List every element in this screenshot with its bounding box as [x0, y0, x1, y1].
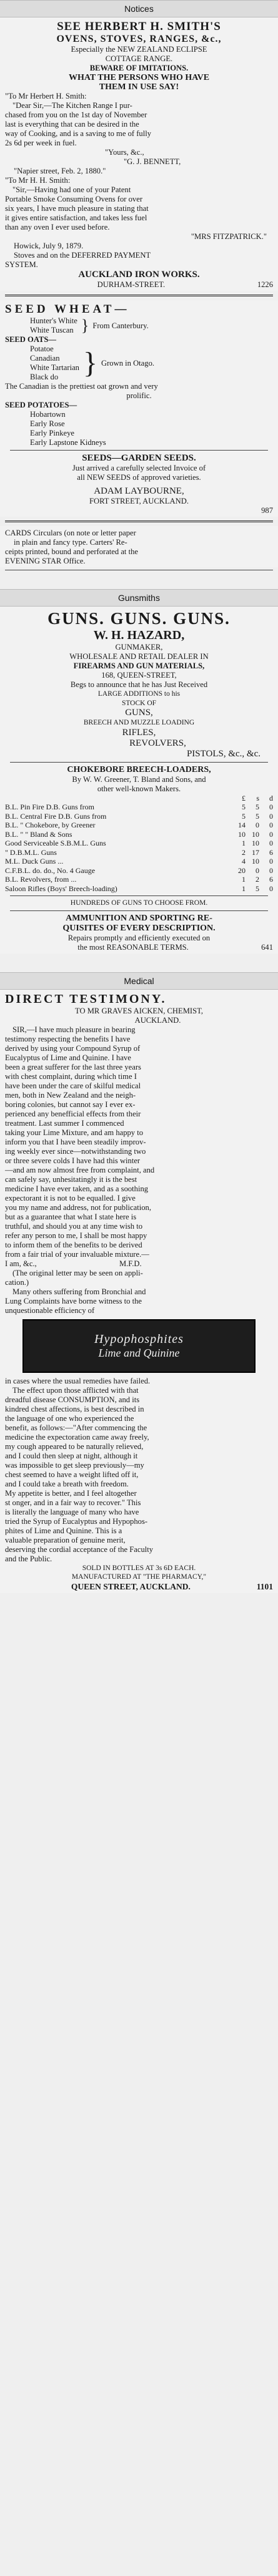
- product-logo: [22, 1319, 256, 1373]
- price-row: [5, 839, 273, 848]
- med-line: boring colonies, but cannot say I ever ex-: [5, 1100, 136, 1109]
- price-value: 20: [238, 866, 246, 875]
- hazard-line: STOCK OF: [121, 699, 157, 707]
- seed-heading: SEED POTATOES—: [5, 401, 77, 409]
- smith-line: SYSTEM.: [5, 260, 38, 269]
- price-value: 5: [256, 811, 259, 821]
- price-value: 0: [269, 866, 273, 875]
- seed-heading: SEED OATS—: [5, 335, 57, 344]
- hazard-line: Begs to announce that he has Just Received: [70, 680, 208, 689]
- smith-line: BEWARE OF IMITATIONS.: [89, 64, 189, 72]
- seed-line: Grown in Otago.: [101, 358, 155, 368]
- price-row: [5, 848, 273, 857]
- price-item: B.L. Revolvers, from ...: [5, 875, 77, 884]
- price-item: B.L. Central Fire D.B. Guns from: [5, 811, 107, 821]
- hazard-heading: QUISITES OF EVERY DESCRIPTION.: [62, 923, 216, 933]
- med-line: unquestionable efficiency of: [5, 1305, 95, 1315]
- med-line: AUCKLAND.: [134, 1015, 181, 1025]
- cards-line: ceipts printed, bound and perforated at the: [5, 547, 138, 556]
- med-line: been a great sufferer for the last three years: [5, 1062, 141, 1071]
- med-line: to inform them of the benefits to be derived: [5, 1240, 142, 1249]
- divider: [5, 520, 273, 522]
- price-value: 0: [269, 803, 273, 812]
- med-line: taking your Lime Mixture, and am happy to: [5, 1128, 144, 1137]
- seed-address: FORT STREET, AUCKLAND.: [89, 497, 189, 505]
- hazard-line: Repairs promptly and efficiently executed on: [67, 933, 211, 942]
- gunsmiths-header: Gunsmiths: [0, 589, 278, 607]
- price-head: s: [256, 793, 259, 803]
- medical-header: Medical: [0, 972, 278, 990]
- med-line: was impossible to get sleep previously—my: [5, 1460, 144, 1470]
- med-line: phites of Lime and Quinine. This is a: [5, 1526, 122, 1535]
- smith-company: AUCKLAND IRON WORKS.: [78, 270, 200, 280]
- price-value: 0: [269, 821, 273, 830]
- hazard-name: W. H. HAZARD,: [93, 628, 185, 642]
- divider: [10, 895, 268, 896]
- smith-line: "G. J. BENNETT,: [124, 157, 181, 166]
- price-item: B.L. " Chokebore, by Greener: [5, 821, 96, 830]
- smith-line: COTTAGE RANGE.: [105, 54, 173, 63]
- med-line: SIR,—I have much pleasure in bearing: [12, 1025, 136, 1034]
- seed-line: White Tuscan: [30, 326, 74, 334]
- med-line: cation.): [5, 1277, 29, 1287]
- med-line: (The original letter may be seen on appli-: [12, 1268, 143, 1277]
- med-line: and I could then sleep at night, although it: [5, 1451, 138, 1460]
- price-value: 6: [269, 875, 273, 884]
- price-value: 5: [256, 884, 259, 893]
- smith-line: "To Mr Herbert H. Smith:: [5, 92, 87, 100]
- med-address-row: [5, 1582, 273, 1592]
- hazard-terms-row: [5, 943, 273, 952]
- price-table: [5, 794, 273, 894]
- price-value: 2: [256, 875, 259, 884]
- med-line: SOLD IN BOTTLES AT 3s 6D EACH.: [82, 1564, 196, 1572]
- price-value: 14: [238, 821, 246, 830]
- price-value: 5: [242, 803, 246, 812]
- med-address: QUEEN STREET, AUCKLAND.: [71, 1582, 191, 1592]
- med-line: in cases where the usual remedies have failed.: [5, 1376, 151, 1385]
- aicken-advert: [0, 990, 278, 1593]
- price-item: Saloon Rifles (Boys' Breech-loading): [5, 884, 117, 893]
- advert-number: 987: [261, 506, 273, 515]
- smith-line: Portable Smoke Consuming Ovens for over: [5, 195, 143, 203]
- seed-line: Hobartown: [30, 410, 66, 419]
- med-line: or three severe colds I have had this winter: [5, 1156, 141, 1165]
- price-value: 4: [242, 857, 246, 866]
- med-line: ing weekly ever since—notwithstanding two: [5, 1146, 146, 1156]
- price-value: 0: [269, 811, 273, 821]
- med-line: benefit, as follows:—"After commencing the: [5, 1423, 147, 1432]
- cards-line: EVENING STAR Office.: [5, 557, 86, 565]
- smith-heading: THEM IN USE SAY!: [99, 82, 179, 92]
- price-value: 10: [238, 829, 246, 839]
- med-line: Eucalyptus of Lime and Quinine. I have: [5, 1053, 131, 1062]
- med-line: valuable preparation of genuine merit,: [5, 1535, 126, 1544]
- hazard-line: REVOLVERS,: [129, 738, 186, 748]
- smith-subtitle: OVENS, STOVES, RANGES, &c.,: [56, 34, 222, 44]
- hazard-line: HUNDREDS OF GUNS TO CHOOSE FROM.: [70, 899, 208, 907]
- price-item: Good Serviceable S.B.M.L. Guns: [5, 839, 106, 848]
- price-item: B.L. Pin Fire D.B. Guns from: [5, 803, 95, 812]
- med-line: is literally the language of many who have: [5, 1507, 139, 1516]
- smith-line: Howick, July 9, 1879.: [14, 242, 84, 250]
- hazard-advert: [0, 607, 278, 954]
- med-line: have been under the care of skilful medical: [5, 1081, 141, 1090]
- logo-line: Hypophosphites: [94, 1332, 184, 1346]
- smith-line: it gives entire satisfaction, and takes less fuel: [5, 213, 147, 222]
- divider: [10, 910, 268, 911]
- med-line: derived by using your Compound Syrup of: [5, 1043, 141, 1053]
- price-head: £: [242, 793, 246, 803]
- hazard-line: PISTOLS, &c., &c.: [186, 748, 261, 759]
- smith-title: SEE HERBERT H. SMITH'S: [57, 20, 221, 33]
- med-line: truthful, and should you at any time wish to: [5, 1221, 143, 1231]
- price-item: M.L. Duck Guns ...: [5, 857, 64, 866]
- seed-line: White Tartarian: [30, 363, 79, 372]
- med-line: refer any person to me, I shall be most happy: [5, 1231, 147, 1240]
- brace-icon: }: [81, 316, 89, 334]
- price-value: 5: [242, 811, 246, 821]
- med-line: deserving the cordial acceptance of the Faculty: [5, 1544, 154, 1554]
- price-row: [5, 821, 273, 830]
- cards-line: in plain and fancy type. Carters' Re-: [14, 538, 127, 547]
- price-value: 2: [242, 847, 246, 857]
- med-line: Lung Complaints have borne witness to the: [5, 1296, 142, 1305]
- smith-line: than any oven I ever used before.: [5, 223, 110, 232]
- price-value: 6: [269, 847, 273, 857]
- hazard-line: 168, QUEEN-STREET,: [101, 671, 177, 680]
- med-line: My appetite is better, and I feel altogether: [5, 1488, 137, 1498]
- med-line: dreadful disease CONSUMPTION, and its: [5, 1395, 140, 1404]
- seed-line: Early Pinkeye: [30, 429, 74, 437]
- price-value: 1: [242, 875, 246, 884]
- price-value: 0: [269, 829, 273, 839]
- smith-address-row: [5, 280, 273, 290]
- seed-line: Early Rose: [30, 419, 65, 428]
- price-value: 1: [242, 884, 246, 893]
- cards-line: CARDS Circulars (on note or letter paper: [5, 529, 136, 537]
- med-line: from a fair trial of your invaluable mixture.—: [5, 1249, 149, 1259]
- med-line: MANUFACTURED AT "THE PHARMACY,": [71, 1573, 207, 1581]
- advert-number: 1226: [257, 280, 273, 289]
- brace-icon: }: [82, 346, 98, 379]
- price-item: " D.B.M.L. Guns: [5, 847, 57, 857]
- seed-line: Early Lapstone Kidneys: [30, 438, 106, 447]
- med-line: medicine I have ever taken, and as a soothing: [5, 1184, 149, 1193]
- seed-line: Canadian: [30, 354, 60, 363]
- price-head: d: [269, 793, 273, 803]
- price-row: [5, 866, 273, 876]
- hazard-line: the most REASONABLE TERMS.: [77, 942, 189, 952]
- price-value: 5: [256, 803, 259, 812]
- med-line: perienced any benefficial effects from their: [5, 1109, 141, 1118]
- hazard-trade: GUNMAKER,: [115, 643, 163, 651]
- price-row: [5, 875, 273, 884]
- med-line: and the Public.: [5, 1554, 52, 1563]
- med-line: medicine the expectoration came away freely,: [5, 1432, 149, 1442]
- med-line: TO MR GRAVES AICKEN, CHEMIST,: [74, 1006, 204, 1015]
- med-line: Many others suffering from Bronchial and: [12, 1287, 146, 1296]
- med-line: and I could take a breath with freedom.: [5, 1479, 129, 1488]
- testimony-body-2: [5, 1377, 273, 1564]
- advert-number: 1101: [256, 1582, 273, 1592]
- divider: [5, 295, 273, 296]
- testimony-title: DIRECT TESTIMONY.: [5, 992, 167, 1006]
- seed-oats-group: [5, 344, 273, 382]
- seed-line: all NEW SEEDS of approved varieties.: [77, 473, 201, 482]
- price-value: 0: [269, 884, 273, 893]
- med-line: but as a guarantee that what I state here is: [5, 1212, 137, 1221]
- seed-line: prolific.: [126, 391, 152, 400]
- hazard-line: WHOLESALE AND RETAIL DEALER IN: [69, 652, 209, 661]
- price-value: 1: [242, 839, 246, 848]
- price-value: 17: [252, 847, 259, 857]
- seed-line: Black do: [30, 373, 59, 381]
- divider: [10, 762, 268, 763]
- price-item: C.F.B.L. do. do., No. 4 Gauge: [5, 866, 96, 875]
- hazard-line: BREECH AND MUZZLE LOADING: [83, 719, 195, 727]
- med-line: chest seemed to have a weight lifted off it,: [5, 1470, 139, 1479]
- smith-line: Especially the NEW ZEALAND ECLIPSE: [71, 45, 207, 54]
- divider: [10, 450, 268, 451]
- hazard-line: other well-known Makers.: [97, 784, 181, 793]
- seed-wheat-group: [5, 316, 273, 335]
- seed-line: Potatoe: [30, 344, 54, 353]
- seed-merchant: ADAM LAYBOURNE,: [94, 486, 184, 496]
- price-value: 0: [256, 821, 259, 830]
- advert-number: 641: [261, 942, 273, 952]
- med-line: st onger, and in a fair way to recover." This: [5, 1498, 141, 1507]
- med-line: —and am now almost free from complaint, and: [5, 1165, 155, 1174]
- smith-line: "Yours, &c.,: [105, 148, 144, 157]
- hazard-line: LARGE ADDITIONS to his: [97, 690, 181, 698]
- smith-address: DURHAM-STREET.: [97, 280, 166, 289]
- seed-title: SEED WHEAT—: [5, 303, 130, 316]
- med-line: kindred chest affections, is best described in: [5, 1404, 144, 1413]
- smith-line: "To Mr H. H. Smith:: [5, 176, 71, 185]
- logo-line: Lime and Quinine: [98, 1346, 180, 1359]
- med-line: the language of one who experienced the: [5, 1413, 134, 1423]
- med-line: The effect upon those afflicted with that: [12, 1385, 139, 1395]
- smith-line: "Sir,—Having had one of your Patent: [12, 185, 131, 194]
- price-value: 0: [256, 866, 259, 875]
- hazard-line: RIFLES,: [122, 727, 156, 738]
- med-line: can safely say, unhesitatingly it is the best: [5, 1174, 137, 1184]
- med-line: men, both in New Zealand and the neigh-: [5, 1090, 136, 1100]
- price-value: 10: [252, 857, 259, 866]
- hazard-line: FIREARMS AND GUN MATERIALS,: [73, 661, 205, 670]
- price-row: [5, 812, 273, 821]
- med-line: treatment. Last summer I commenced: [5, 1118, 124, 1128]
- notices-header: Notices: [0, 0, 278, 17]
- smith-line: six years, I have much pleasure in stating that: [5, 204, 149, 213]
- med-line: expectorant it is not to be equalled. I give: [5, 1193, 136, 1203]
- seed-advert: [0, 300, 278, 517]
- hazard-line: By W. W. Greener, T. Bland and Sons, and: [72, 774, 206, 784]
- smith-advert: [0, 17, 278, 291]
- med-line: I am, &c., M.F.D.: [5, 1259, 142, 1268]
- med-line: tried the Syrup of Eucalyptus and Hypophos-: [5, 1516, 148, 1526]
- price-row: [5, 857, 273, 866]
- med-line: with chest complaint, during which time I: [5, 1071, 137, 1081]
- smith-line: "Napier street, Feb. 2, 1880.": [14, 167, 106, 175]
- med-line: testimony respecting the benefits I have: [5, 1034, 131, 1043]
- price-value: 0: [269, 839, 273, 848]
- seed-line: Hunter's White: [30, 316, 77, 325]
- price-head-row: [5, 794, 273, 803]
- price-row: [5, 830, 273, 839]
- smith-line: "Dear Sir,—The Kitchen Range I pur-: [12, 101, 132, 110]
- seed-heading: SEEDS—GARDEN SEEDS.: [82, 453, 196, 463]
- price-row: [5, 803, 273, 812]
- med-line: inform you that I have been steadily improv-: [5, 1137, 146, 1146]
- smith-line: last is everything that can be desired in the: [5, 120, 139, 129]
- smith-line: "MRS FITZPATRICK.": [191, 232, 267, 241]
- cards-advert: [0, 526, 278, 567]
- seed-line: The Canadian is the prettiest oat grown and very: [5, 382, 158, 391]
- seed-line: Just arrived a carefully selected Invoice of: [72, 464, 206, 472]
- hazard-heading: CHOKEBORE BREECH-LOADERS,: [67, 764, 211, 774]
- hazard-line: GUNS,: [125, 708, 153, 718]
- smith-line: way of Cooking, and is a saving to me of fully: [5, 129, 151, 138]
- price-row: [5, 884, 273, 894]
- price-value: 10: [252, 839, 259, 848]
- smith-line: Stoves and on the DEFERRED PAYMENT: [14, 251, 151, 260]
- price-value: 0: [269, 857, 273, 866]
- price-value: 10: [252, 829, 259, 839]
- hazard-heading: AMMUNITION AND SPORTING RE-: [66, 913, 212, 923]
- price-item: B.L. " " Bland & Sons: [5, 829, 72, 839]
- seed-line: From Canterbury.: [92, 321, 149, 330]
- smith-heading: WHAT THE PERSONS WHO HAVE: [68, 73, 210, 82]
- smith-line: chased from you on the 1st day of November: [5, 110, 147, 119]
- testimony-body: [5, 1025, 273, 1315]
- med-line: my cough appeared to be naturally relieved,: [5, 1442, 144, 1451]
- guns-title: GUNS. GUNS. GUNS.: [47, 609, 231, 628]
- smith-line: 2s 6d per week in fuel.: [5, 139, 77, 147]
- med-line: you my name and address, not for publication,: [5, 1203, 151, 1212]
